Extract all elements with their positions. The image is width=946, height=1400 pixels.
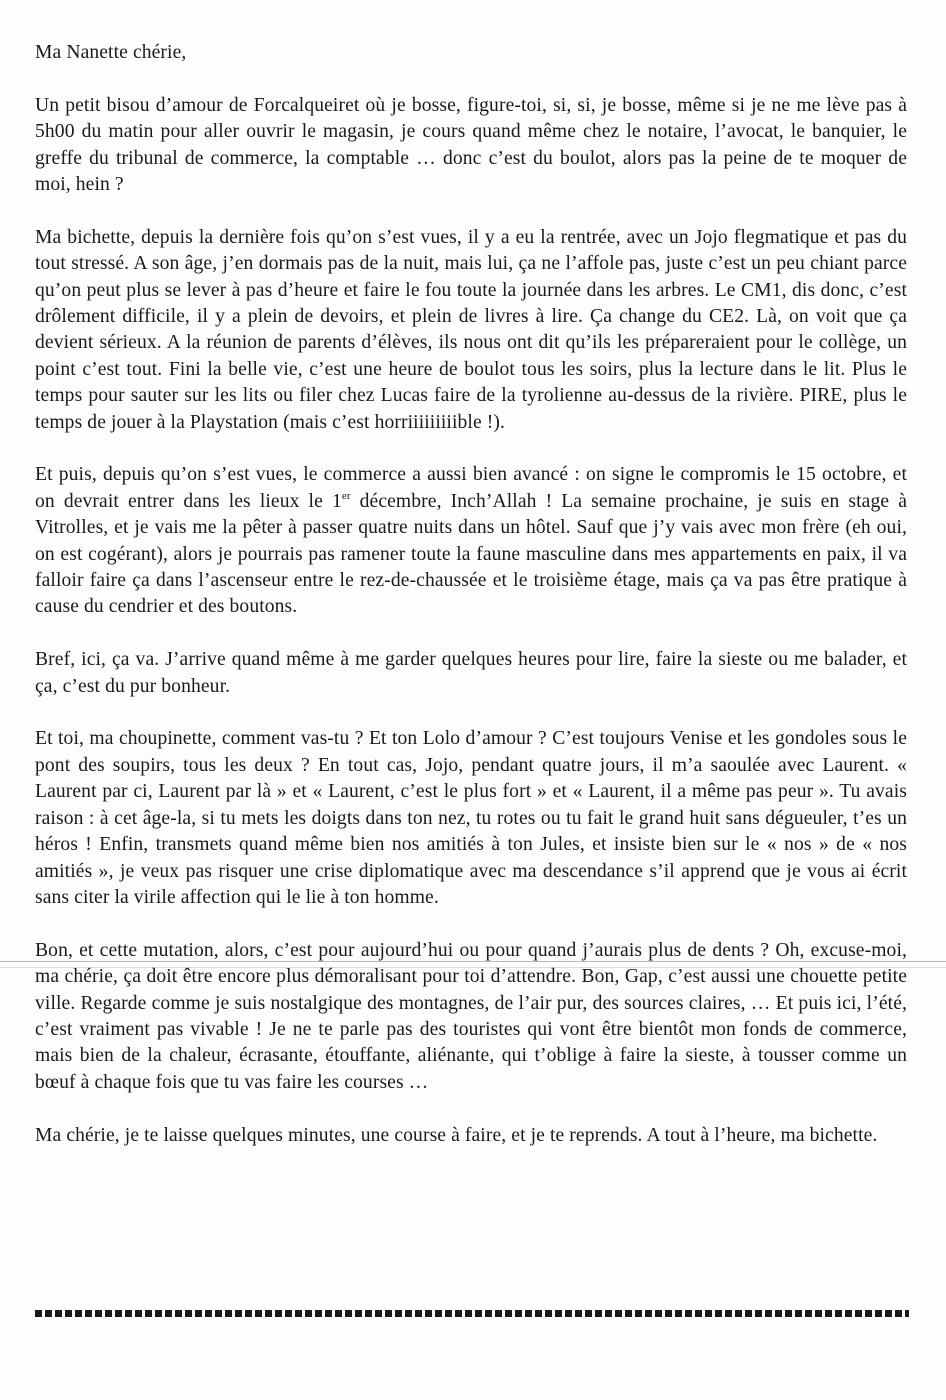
paragraph-business-start: Et puis, depuis qu’on s’est vues, le commerce a aussi bien avancé : on signe le compromis le 15 octobre, et on devrait entrer dans les lieux le 1 [35,464,907,512]
paragraph-closing: Ma chérie, je te laisse quelques minutes, une course à faire, et je te reprends. A tout à l’heure, ma bichette. [35,1124,878,1146]
paragraph-business-end: décembre, Inch’Allah ! La semaine prochaine, je suis en stage à Vitrolles, et je vais me la pêter à passer quatre nuits dans un hôtel. Sauf que j’y vais avec mon frère (eh oui, on est cogérant), alors je pourrais pas ramener toute la faune masculine dans mes appartements en paix, il va falloir faire ça dans l’ascenseur entre le rez-de-chaussée et le troisième étage, mais ça va pas être pratique à cause du cendrier et des boutons. [35,490,907,618]
paragraph-school: Ma bichette, depuis la dernière fois qu’on s’est vues, il y a eu la rentrée, avec un Jojo flegmatique et pas du tout stressé. A son âge, j’en dormais pas de la nuit, mais lui, ça ne l’affole pas, juste c’est un peu chiant parce qu’on peut plus se lever à pas d’heure et faire le fou toute la journée dans les arbres. Le CM1, dis donc, c’est drôlement difficile, il y a plein de devoirs, et plein de livres à lire. Ça change du CE2. Là, on voit que ça devient sérieux. A la réunion de parents d’élèves, ils nous ont dit qu’ils les prépareraient pour le collège, un point c’est tout. Fini la belle vie, c’est une heure de boulot tous les soirs, plus la lecture dans le lit. Plus le temps pour sauter sur les lits ou filer chez Lucas faire de la tyrolienne au-dessus de la rivière. PIRE, plus le temps de jouer à la Playstation (mais c’est horriiiiiiiiible !). [35,226,907,433]
dotted-separator [35,1310,909,1317]
paragraph-work: Un petit bisou d’amour de Forcalqueiret où je bosse, figure-toi, si, si, je bosse, même si je ne me lève pas à 5h00 du matin pour aller ouvrir le magasin, je cours quand même chez le notaire, l’avocat, le banquier, le greffe du tribunal de commerce, la comptable … donc c’est du boulot, alors pas la peine de te moquer de moi, hein ? [35,94,907,196]
paragraph-mutation: Bon, et cette mutation, alors, c’est pour aujourd’hui ou pour quand j’aurais plus de dents ? Oh, excuse-moi, ma chérie, ça doit être encore plus démoralisant pour toi d’attendre. Bon, Gap, c’est aussi une chouette petite ville. Regarde comme je suis nostalgique des montagnes, de l’air pur, des sources claires, … Et puis ici, l’été, c’est vraiment pas vivable ! Je ne te parle pas des touristes qui vont être bientôt mon fonds de commerce, mais bien de la chaleur, écrasante, étouffante, aliénante, qui t’oblige à faire la sieste, à tousser comme un bœuf à chaque fois que tu vas faire les courses … [35,939,907,1093]
paragraph-leisure: Bref, ici, ça va. J’arrive quand même à me garder quelques heures pour lire, faire la sieste ou me balader, et ça, c’est du pur bonheur. [35,649,907,697]
letter-body [35,40,907,1175]
ordinal-superscript: er [341,489,351,502]
paragraph-business [35,462,907,620]
paragraph-news: Et toi, ma choupinette, comment vas-tu ? Et ton Lolo d’amour ? C’est toujours Venise et les gondoles sous le pont des soupirs, tous les deux ? En tout cas, Jojo, pendant quatre jours, il m’a saoulée avec Laurent. « Laurent par ci, Laurent par là » et « Laurent, c’est le plus fort » et « Laurent, il a même pas peur ». Tu avais raison : à cet âge-la, si tu mets les doigts dans ton nez, tu rotes ou tu fait le grand huit sans dégueuler, t’es un héros ! Enfin, transmets quand même bien nos amitiés à ton Jules, et insiste bien sur le « nos » de « nos amitiés », je veux pas risquer une crise diplomatique avec ma descendance s’il apprend que je vous ai écrit sans citer la virile affection qui le lie à ton homme. [35,728,907,908]
letter-salutation: Ma Nanette chérie, [35,42,187,63]
